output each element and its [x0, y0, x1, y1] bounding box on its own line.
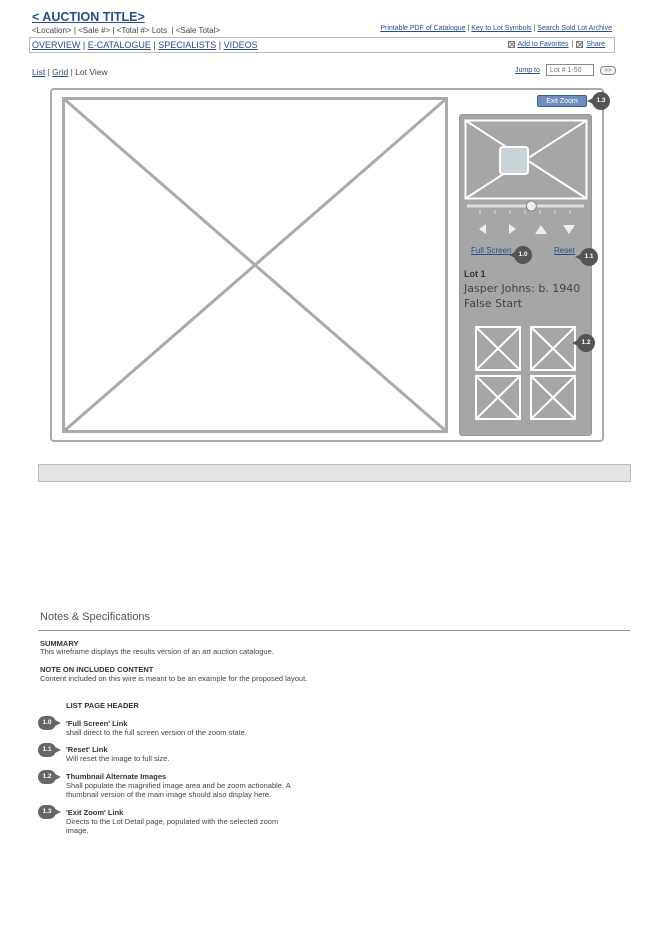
- main-nav: OVERVIEW | E-CATALOGUE | SPECIALISTS | VIDEOS: [32, 40, 258, 50]
- add-favorites-link[interactable]: Add to Favorites: [517, 41, 569, 48]
- sale-total: <Sale Total>: [175, 26, 221, 35]
- note-badge-1-0: 1.0: [38, 716, 56, 730]
- nav-videos[interactable]: VIDEOS: [223, 40, 258, 50]
- zoom-navigator[interactable]: [464, 119, 588, 200]
- notes-title: Notes & Specifications: [40, 611, 151, 623]
- sold-archive-link[interactable]: Search Sold Lot Archive: [537, 25, 612, 32]
- full-screen-link[interactable]: Full Screen: [471, 246, 512, 255]
- pan-up-icon[interactable]: [535, 225, 547, 234]
- note-badge-1-1: 1.1: [38, 743, 56, 757]
- view-list-link[interactable]: List: [32, 67, 46, 77]
- note-title-1-0: 'Full Screen' Link: [66, 719, 128, 728]
- thumbnail-1[interactable]: [476, 327, 520, 370]
- share-link[interactable]: Share: [586, 41, 605, 48]
- auction-title[interactable]: < AUCTION TITLE>: [32, 10, 145, 24]
- section-heading: LIST PAGE HEADER: [66, 701, 139, 710]
- badge-1-2: 1.2: [577, 334, 595, 352]
- nav-specialists[interactable]: SPECIALISTS: [158, 40, 217, 50]
- note-text-1-3b: image.: [66, 826, 89, 835]
- note-title-1-1: 'Reset' Link: [66, 745, 108, 754]
- note-text-1-2a: Shall populate the magnified image area and be zoom actionable. A: [66, 781, 291, 790]
- note-title-1-3: 'Exit Zoom' Link: [66, 808, 124, 817]
- content-heading: NOTE ON INCLUDED CONTENT: [40, 665, 154, 674]
- pan-right-icon[interactable]: [509, 224, 516, 234]
- view-lot-current: Lot View: [75, 67, 108, 77]
- main-image-placeholder[interactable]: [62, 97, 448, 433]
- content-text: Content included on this wire is meant to be an example for the proposed layout.: [40, 674, 308, 683]
- nav-ecatalogue[interactable]: E-CATALOGUE: [87, 40, 151, 50]
- note-text-1-0: shall direct to the full screen version of the zoom state.: [66, 728, 247, 737]
- lot-symbols-link[interactable]: Key to Lot Symbols: [471, 25, 532, 32]
- header-links: Printable PDF of Catalogue | Key to Lot Symbols | Search Sold Lot Archive: [380, 25, 612, 32]
- note-text-1-2b: thumbnail version of the main image should also display here.: [66, 790, 272, 799]
- pan-controls: [476, 222, 581, 236]
- note-badge-1-3: 1.3: [38, 805, 56, 819]
- badge-1-3: 1.3: [592, 92, 610, 110]
- work-title: False Start: [464, 297, 522, 310]
- thumbnail-2[interactable]: [531, 327, 575, 370]
- favorites-icon: [508, 41, 515, 48]
- location: <Location>: [32, 26, 72, 35]
- exit-zoom-button[interactable]: Exit Zoom: [537, 95, 587, 107]
- reset-link[interactable]: Reset: [554, 246, 575, 255]
- thumbnail-grid: [474, 325, 578, 421]
- thumbnail-3[interactable]: [476, 376, 520, 419]
- sale-meta: <Location> | <Sale #> | <Total #> Lots | <Sale Total>: [32, 26, 221, 35]
- pdf-catalogue-link[interactable]: Printable PDF of Catalogue: [380, 25, 466, 32]
- pan-down-icon[interactable]: [563, 225, 575, 234]
- sale-number: <Sale #>: [78, 26, 111, 35]
- badge-1-1: 1.1: [580, 248, 598, 266]
- total-lots: <Total #> Lots: [116, 26, 167, 35]
- footer-grey-bar: [38, 464, 631, 482]
- share-icon: [576, 41, 583, 48]
- note-text-1-1: Will reset the image to full size.: [66, 754, 170, 763]
- favorites-share: Add to Favorites | Share: [508, 41, 605, 48]
- note-badge-1-2: 1.2: [38, 770, 56, 784]
- note-text-1-3a: Directs to the Lot Detail page, populated with the selected zoom: [66, 817, 279, 826]
- lot-number: Lot 1: [464, 269, 486, 279]
- nav-overview[interactable]: OVERVIEW: [32, 40, 81, 50]
- lot-number-input[interactable]: [546, 64, 594, 76]
- thumbnail-4[interactable]: [531, 376, 575, 419]
- summary-text: This wireframe displays the results version of an art auction catalogue.: [40, 647, 274, 656]
- view-toggle: List | Grid | Lot View: [32, 67, 108, 77]
- summary-heading: SUMMARY: [40, 639, 79, 648]
- notes-divider: [38, 630, 630, 631]
- jump-go-button[interactable]: >>: [600, 66, 616, 75]
- pan-left-icon[interactable]: [479, 224, 486, 234]
- zoom-slider-handle[interactable]: [526, 201, 536, 211]
- jump-to-label: Jump to: [515, 67, 540, 74]
- zoom-viewport-box[interactable]: [500, 147, 528, 174]
- artist-name: Jasper Johns: b. 1940: [464, 282, 581, 295]
- view-grid-link[interactable]: Grid: [52, 67, 69, 77]
- zoom-slider[interactable]: [464, 198, 588, 218]
- note-title-1-2: Thumbnail Alternate Images: [66, 772, 167, 781]
- badge-1-0: 1.0: [514, 246, 532, 264]
